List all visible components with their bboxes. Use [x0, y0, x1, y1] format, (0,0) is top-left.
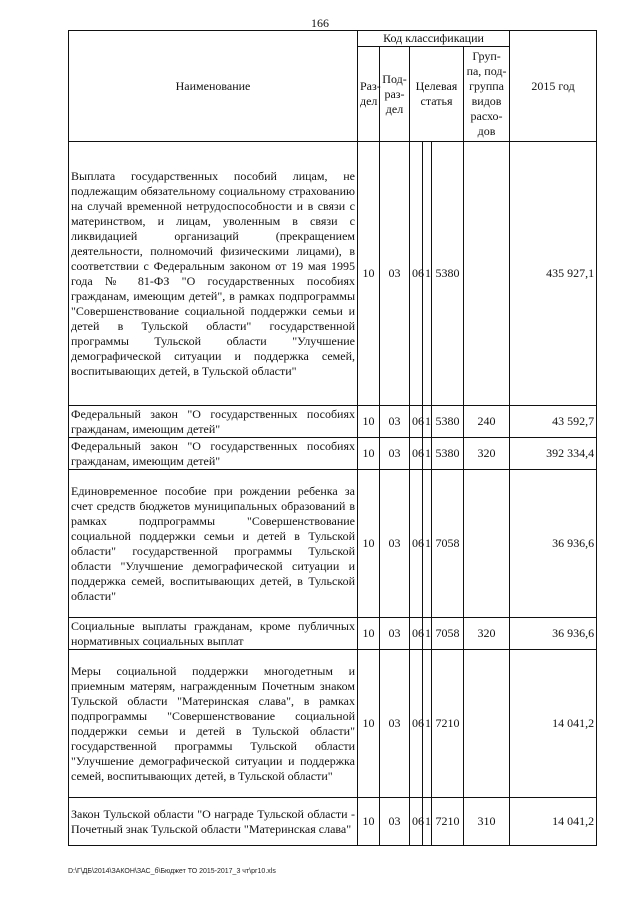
- row-target-direction: 7210: [432, 798, 464, 846]
- row-amount: 435 927,1: [510, 142, 597, 406]
- row-target-program: 06: [410, 618, 423, 650]
- row-target-program: 06: [410, 406, 423, 438]
- row-target-program: 06: [410, 650, 423, 798]
- budget-table: [68, 30, 597, 846]
- row-amount: 36 936,6: [510, 470, 597, 618]
- table-row: [69, 798, 597, 846]
- row-name: Единовременное пособие при рождении ребенка за счет средств бюджетов муниципальных образований в рамках подпрограммы "Совершенствование социальной поддержки семьи и детей в Тульской области" государственной программы Тульской области "Улучшение демографической ситуации и поддержка семей, воспитывающих детей, в Тульской области": [69, 470, 358, 618]
- row-target-subprogram: 1: [423, 650, 432, 798]
- row-expense-group: 240: [464, 406, 510, 438]
- table-row: [69, 618, 597, 650]
- row-subsection: 03: [380, 798, 410, 846]
- row-name: Выплата государственных пособий лицам, не подлежащим обязательному социальному страхованию на случай временной нетрудоспособности и в связи с материнством, и лицам, уволенным в связи с ликвидацией организаций (прекращением деятельности, полномочий физическими лицами), в соответствии с Федеральным законом от 19 мая 1995 года № 81-ФЗ "О государственных пособиях гражданам, имеющим детей", в рамках подпрограммы "Совершенствование социальной поддержки семьи и детей в Тульской области" государственной программы Тульской области "Улучшение демографической ситуации и поддержка семей, воспитывающих детей, в Тульской области": [69, 142, 358, 406]
- row-subsection: 03: [380, 142, 410, 406]
- row-expense-group: [464, 142, 510, 406]
- row-section: 10: [358, 438, 380, 470]
- row-target-direction: 7210: [432, 650, 464, 798]
- row-name: Федеральный закон "О государственных пособиях гражданам, имеющим детей": [69, 438, 358, 470]
- row-target-subprogram: 1: [423, 618, 432, 650]
- row-amount: 392 334,4: [510, 438, 597, 470]
- row-name: Федеральный закон "О государственных пособиях гражданам, имеющим детей": [69, 406, 358, 438]
- row-target-direction: 7058: [432, 618, 464, 650]
- row-subsection: 03: [380, 438, 410, 470]
- row-target-direction: 5380: [432, 438, 464, 470]
- header-year: 2015 год: [510, 31, 597, 142]
- row-target-subprogram: 1: [423, 438, 432, 470]
- table-row: [69, 406, 597, 438]
- row-section: 10: [358, 470, 380, 618]
- row-subsection: 03: [380, 618, 410, 650]
- row-amount: 14 041,2: [510, 650, 597, 798]
- row-target-direction: 5380: [432, 142, 464, 406]
- header-name: Наименование: [69, 31, 358, 142]
- row-section: 10: [358, 618, 380, 650]
- row-expense-group: 320: [464, 438, 510, 470]
- row-name: Социальные выплаты гражданам, кроме публичных нормативных социальных выплат: [69, 618, 358, 650]
- table-row: [69, 438, 597, 470]
- row-section: 10: [358, 798, 380, 846]
- table-row: [69, 142, 597, 406]
- row-amount: 36 936,6: [510, 618, 597, 650]
- row-expense-group: [464, 470, 510, 618]
- row-expense-group: [464, 650, 510, 798]
- row-target-subprogram: 1: [423, 142, 432, 406]
- row-section: 10: [358, 650, 380, 798]
- page-number: 166: [311, 16, 329, 30]
- row-expense-group: 320: [464, 618, 510, 650]
- row-amount: 14 041,2: [510, 798, 597, 846]
- row-section: 10: [358, 406, 380, 438]
- table-row: [69, 650, 597, 798]
- row-target-program: 06: [410, 470, 423, 618]
- file-path-footer: D:\Г\ДБ\2014\ЗАКОН\ЗАС_б\Бюджет ТО 2015-2017_3 чт\рг10.xls: [68, 868, 276, 875]
- row-subsection: 03: [380, 470, 410, 618]
- header-section: Раз-дел: [358, 47, 380, 142]
- row-target-direction: 5380: [432, 406, 464, 438]
- header-expense-group: Груп-па, под-группа видов расхо-дов: [464, 47, 510, 142]
- row-target-subprogram: 1: [423, 470, 432, 618]
- row-subsection: 03: [380, 650, 410, 798]
- header-target-article: Целевая статья: [410, 47, 464, 142]
- row-target-subprogram: 1: [423, 798, 432, 846]
- row-name: Меры социальной поддержки многодетным и приемным матерям, награжденным Почетным знаком Тульской области "Материнская слава", в рамках подпрограммы "Совершенствование социальной поддержки семьи и детей в Тульской области" государственной программы Тульской области "Улучшение демографической ситуации и поддержка семей, воспитывающих детей, в Тульской области": [69, 650, 358, 798]
- row-amount: 43 592,7: [510, 406, 597, 438]
- row-target-direction: 7058: [432, 470, 464, 618]
- row-target-program: 06: [410, 438, 423, 470]
- row-name: Закон Тульской области "О награде Тульской области - Почетный знак Тульской области "Материнская слава": [69, 798, 358, 846]
- header-classification-code: Код классификации: [358, 31, 510, 47]
- table-row: [69, 470, 597, 618]
- row-expense-group: 310: [464, 798, 510, 846]
- row-target-subprogram: 1: [423, 406, 432, 438]
- row-section: 10: [358, 142, 380, 406]
- header-subsection: Под-раз-дел: [380, 47, 410, 142]
- row-target-program: 06: [410, 798, 423, 846]
- row-target-program: 06: [410, 142, 423, 406]
- row-subsection: 03: [380, 406, 410, 438]
